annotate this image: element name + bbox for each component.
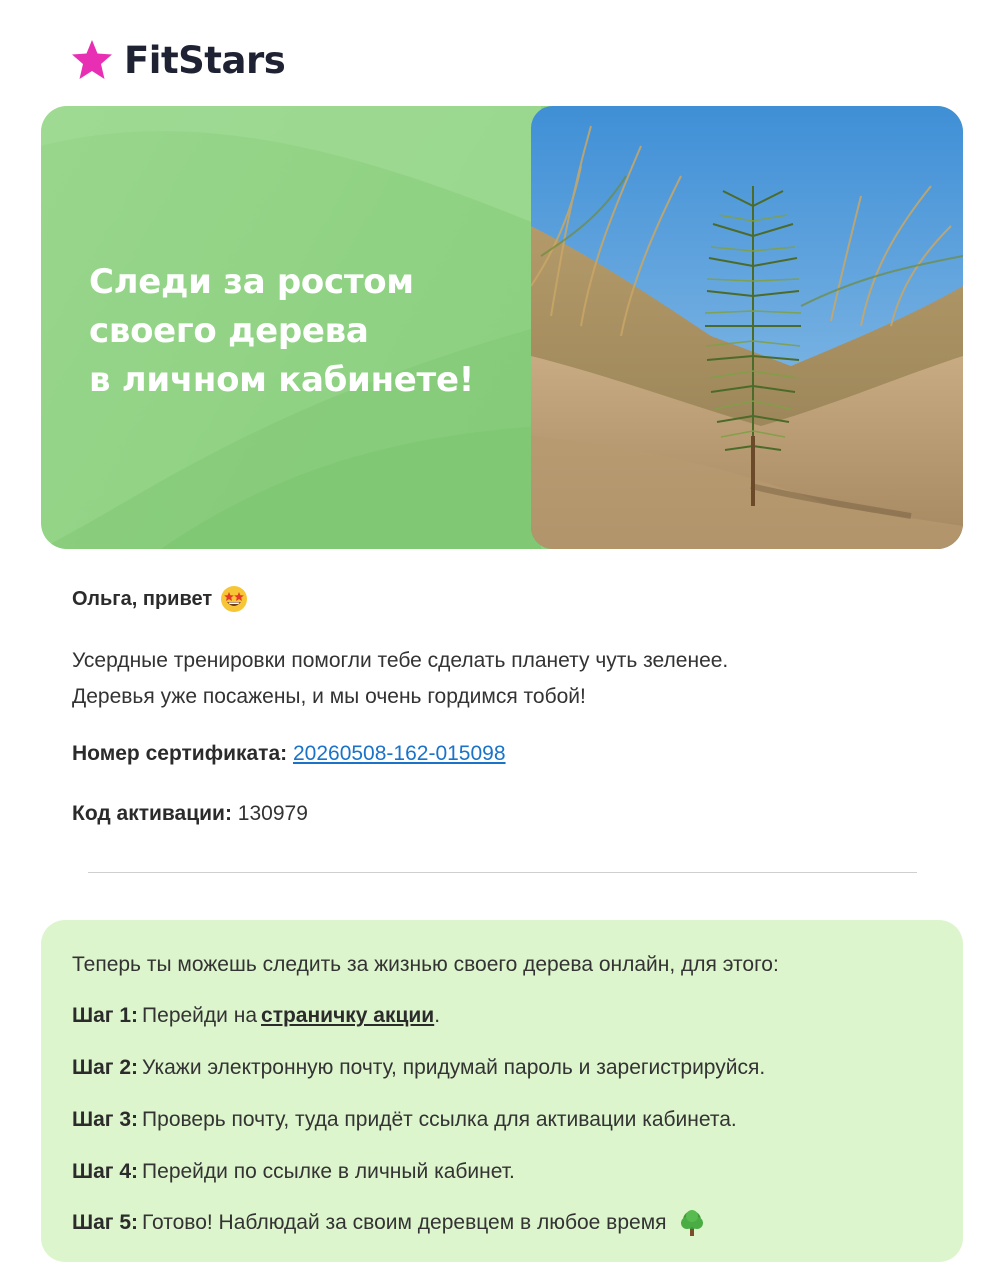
certificate-label: Номер сертификата:: [72, 742, 288, 765]
step-1: [72, 1004, 440, 1028]
step-label: Шаг 1:: [72, 1004, 139, 1027]
step-label: Шаг 4:: [72, 1160, 139, 1183]
step-2: [72, 1056, 765, 1080]
star-struck-emoji-icon: [220, 585, 248, 613]
intro-line-1: Усердные тренировки помогли тебе сделать планету чуть зеленее.: [72, 649, 729, 672]
star-icon: [70, 38, 114, 82]
step-label: Шаг 2:: [72, 1056, 139, 1079]
step-text: Перейди по ссылке в личный кабинет.: [142, 1160, 515, 1183]
fitstars-logo[interactable]: [70, 38, 285, 82]
activation-row: [72, 802, 932, 826]
certificate-row: [72, 742, 932, 766]
brand-name: FitStars: [124, 38, 286, 82]
intro-text: [72, 643, 932, 715]
divider: [88, 872, 917, 873]
activation-code: 130979: [237, 802, 308, 825]
step-text: Укажи электронную почту, придумай пароль и зарегистрируйся.: [142, 1056, 766, 1079]
intro-line-2: Деревья уже посажены, и мы очень гордимся тобой!: [72, 685, 586, 708]
greeting-text: Ольга, привет: [72, 587, 213, 610]
greeting: [72, 585, 932, 613]
step-4: [72, 1160, 515, 1184]
step-text-end: .: [434, 1004, 441, 1027]
step-text: Проверь почту, туда придёт ссылка для активации кабинета.: [142, 1108, 737, 1131]
steps-intro: Теперь ты можешь следить за жизнью своего дерева онлайн, для этого:: [72, 953, 779, 976]
hero-banner: [41, 106, 963, 549]
step-3: [72, 1108, 737, 1132]
step-5: [72, 1208, 707, 1238]
pine-seedling-photo: [531, 106, 963, 549]
tree-icon: [677, 1208, 707, 1238]
activation-label: Код активации:: [72, 802, 232, 825]
step-label: Шаг 3:: [72, 1108, 139, 1131]
step-text: Перейди на: [142, 1004, 258, 1027]
hero-title: Следи за ростом своего дерева в личном кабинете!: [89, 262, 474, 400]
step-label: Шаг 5:: [72, 1211, 139, 1234]
steps-box: [41, 920, 963, 1262]
step-text: Готово! Наблюдай за своим деревцем в любое время: [142, 1211, 667, 1234]
certificate-number-link[interactable]: 20260508-162-015098: [292, 742, 506, 765]
promo-page-link[interactable]: страничку акции: [261, 1004, 435, 1027]
